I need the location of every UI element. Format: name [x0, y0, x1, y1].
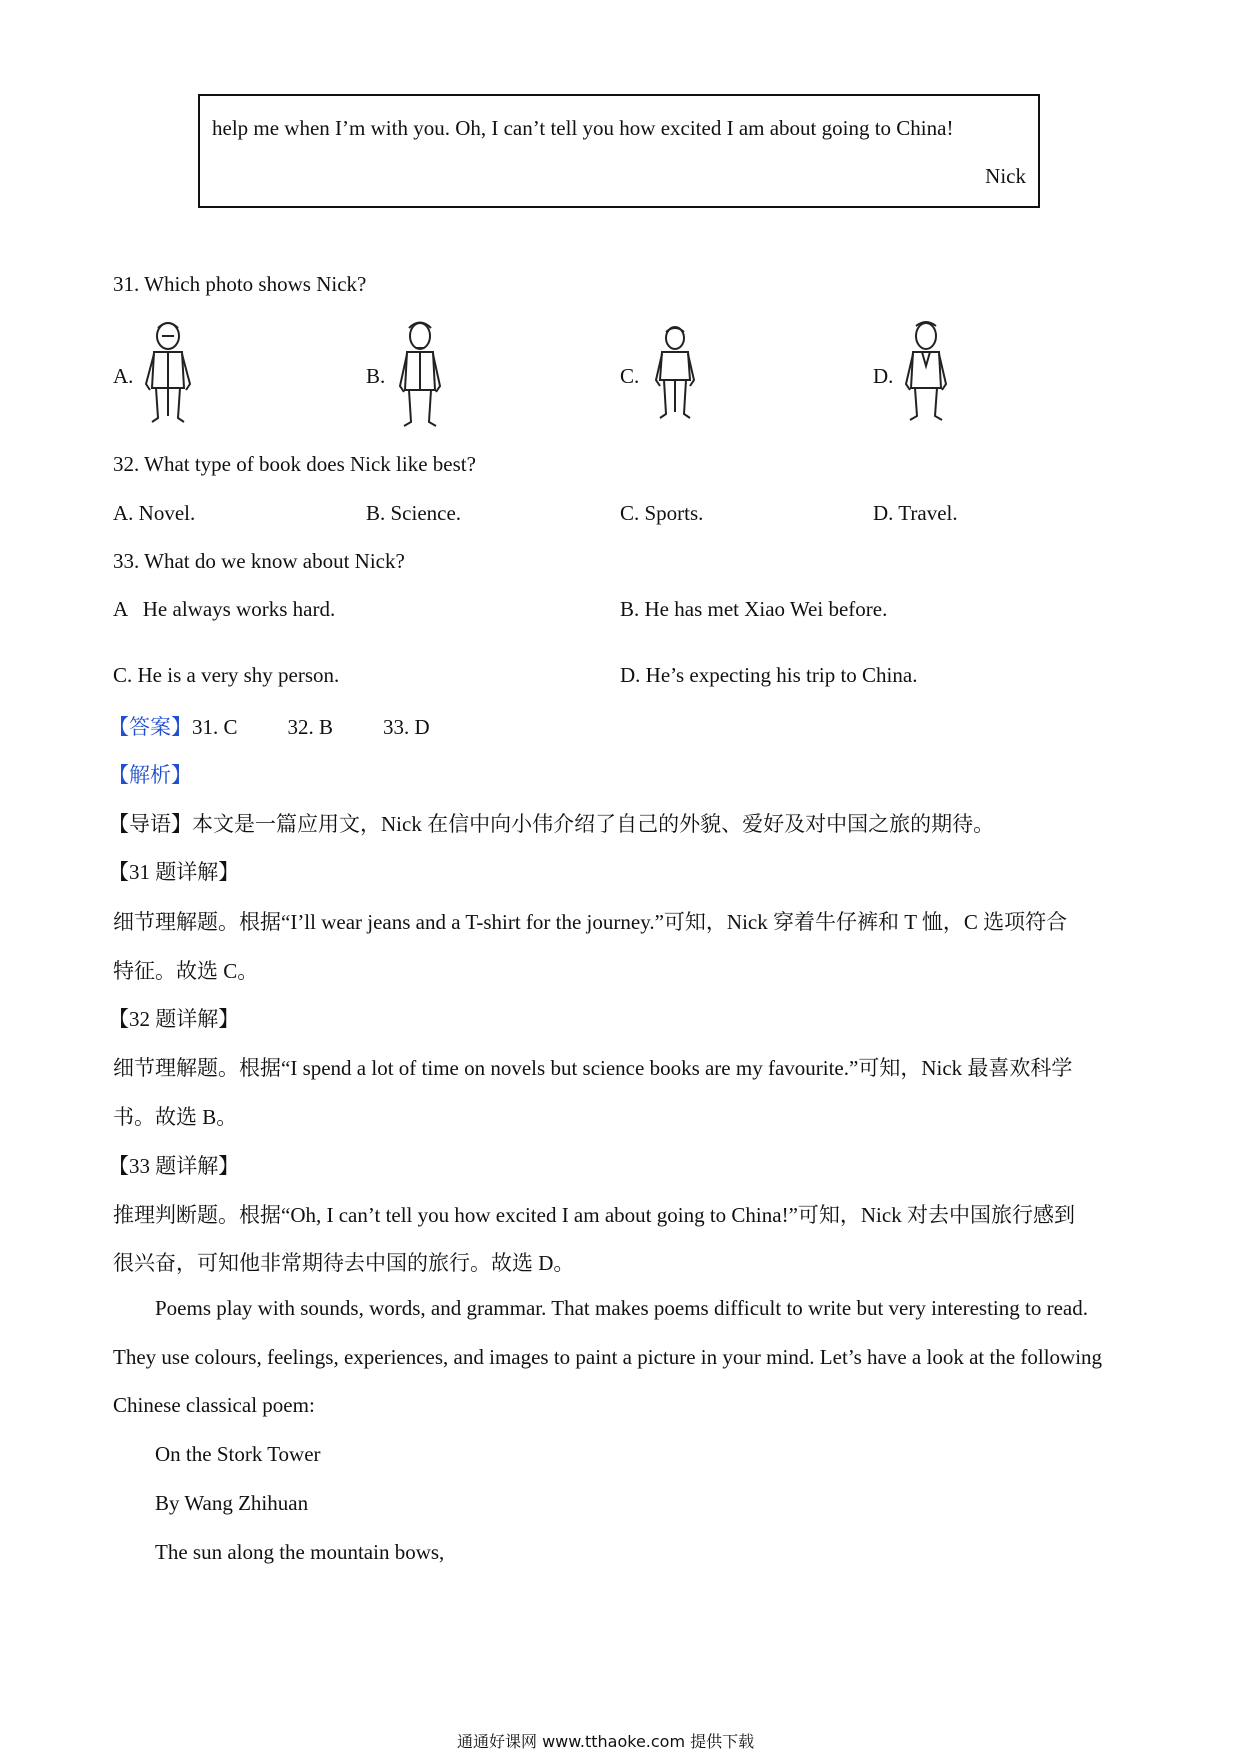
letter-box	[198, 94, 1040, 208]
letter-text: help me when I’m with you. Oh, I can’t tell you how excited I am about going to China!	[212, 116, 954, 140]
passage-line3: Chinese classical poem:	[113, 1393, 315, 1417]
q32-question: 32. What type of book does Nick like best?	[113, 452, 476, 476]
q33-option-d: D. He’s expecting his trip to China.	[620, 663, 918, 687]
q33-question: 33. What do we know about Nick?	[113, 549, 405, 573]
figure-c-image	[650, 322, 700, 422]
answer-33: 33. D	[383, 715, 430, 739]
analysis-intro: 【导语】本文是一篇应用文，Nick 在信中向小伟介绍了自己的外貌、爱好及对中国之旅的期待。	[108, 812, 995, 836]
passage-line2: They use colours, feelings, experiences, and images to paint a picture in your mind. Let’s have a look at the following	[113, 1345, 1103, 1369]
footer-text: 通通好课网 www.tthaoke.com 提供下载	[457, 1732, 755, 1751]
figure-b-image	[392, 318, 448, 430]
q31-option-c: C.	[620, 364, 640, 388]
passage-line1: Poems play with sounds, words, and grammar. That makes poems difficult to write but very interesting to read.	[155, 1296, 1088, 1320]
detail-32-line1: 细节理解题。根据“I spend a lot of time on novels but science books are my favourite.”可知，Nick 最喜欢科学	[113, 1056, 1073, 1080]
answer-32: 32. B	[287, 715, 334, 739]
poem-author: By Wang Zhihuan	[155, 1491, 309, 1515]
q31-option-a: A.	[113, 364, 134, 388]
figure-a-image	[138, 318, 198, 426]
q33-option-c: C. He is a very shy person.	[113, 663, 340, 687]
poem-line1: The sun along the mountain bows,	[155, 1540, 445, 1564]
letter-signature: Nick	[985, 164, 1026, 188]
answer-label: 【答案】	[108, 715, 192, 739]
answer-31: 31. C	[192, 715, 238, 739]
answer-line	[108, 711, 430, 741]
detail-31-line1: 细节理解题。根据“I’ll wear jeans and a T-shirt for the journey.”可知，Nick 穿着牛仔裤和 T 恤，C 选项符合	[113, 910, 1068, 934]
detail-31-heading: 【31 题详解】	[108, 860, 240, 884]
q33-option-a: A He always works hard.	[113, 597, 336, 621]
detail-33-line1: 推理判断题。根据“Oh, I can’t tell you how excited I am about going to China!”可知，Nick 对去中国旅行感到	[113, 1203, 1075, 1227]
detail-32-line2: 书。故选 B。	[113, 1105, 238, 1129]
q32-option-c: C. Sports.	[620, 501, 704, 525]
q33-option-b: B. He has met Xiao Wei before.	[620, 597, 888, 621]
q31-option-d: D.	[873, 364, 894, 388]
analysis-label: 【解析】	[108, 763, 192, 787]
detail-33-line2: 很兴奋，可知他非常期待去中国的旅行。故选 D。	[113, 1251, 575, 1275]
detail-31-line2: 特征。故选 C。	[113, 959, 259, 983]
detail-33-heading: 【33 题详解】	[108, 1154, 240, 1178]
figure-d-image	[898, 318, 954, 424]
poem-title: On the Stork Tower	[155, 1442, 321, 1466]
q31-option-b: B.	[366, 364, 386, 388]
q31-question: 31. Which photo shows Nick?	[113, 272, 367, 296]
detail-32-heading: 【32 题详解】	[108, 1007, 240, 1031]
q32-option-d: D. Travel.	[873, 501, 958, 525]
q32-option-a: A. Novel.	[113, 501, 196, 525]
q32-option-b: B. Science.	[366, 501, 462, 525]
